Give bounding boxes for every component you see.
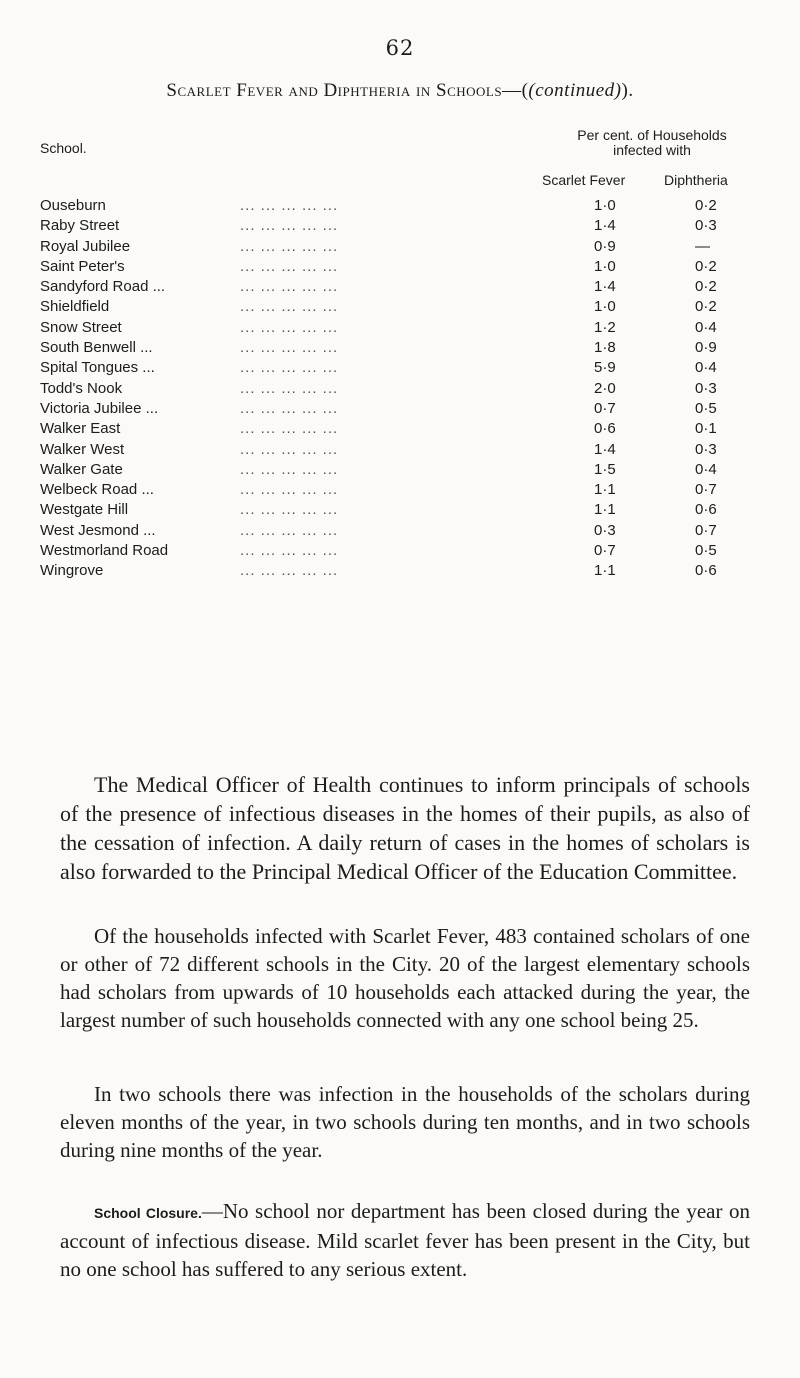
header-diphtheria: Diphtheria — [664, 172, 728, 188]
scarlet-fever-percent: 0·7 — [594, 399, 616, 417]
dot-leader: ... ... ... ... ... — [240, 257, 339, 275]
diphtheria-percent: 0·2 — [695, 298, 717, 316]
dot-leader: ... ... ... ... ... — [240, 278, 339, 296]
school-name: Westmorland Road — [40, 542, 169, 560]
scarlet-fever-percent: 1·8 — [594, 339, 616, 357]
diphtheria-percent: 0·4 — [695, 359, 717, 377]
school-closure-heading: School Closure. — [94, 1205, 202, 1221]
diphtheria-percent: — — [695, 237, 710, 255]
table-row — [40, 419, 760, 439]
dot-leader: ... ... ... ... ... — [240, 542, 339, 560]
diphtheria-percent: 0·2 — [695, 197, 717, 214]
table-row — [40, 196, 760, 216]
school-closure-body: —No school nor department has been closed during the year on account of infectious disease. Mild scarlet fever has been present in the City, but no one school has suffered to any serious extent. — [60, 1199, 750, 1281]
diphtheria-percent: 0·5 — [695, 542, 717, 560]
dot-leader: ... ... ... ... ... — [240, 420, 339, 438]
table-row — [40, 500, 760, 520]
paragraph-infection-months: In two schools there was infection in the households of the scholars during eleven months of the year, in two schools during ten months, and in two schools during nine months of the year. — [60, 1082, 750, 1162]
diphtheria-percent: 0·2 — [695, 278, 717, 296]
scarlet-fever-percent: 1·1 — [594, 562, 616, 580]
school-name: Spital Tongues ... — [40, 359, 155, 377]
scarlet-fever-percent: 1·0 — [594, 298, 616, 316]
page-title-main: Scarlet Fever and Diphtheria in Schools — [166, 80, 503, 101]
page-title-dash: — — [502, 80, 522, 101]
diphtheria-percent: 0·2 — [695, 257, 717, 275]
diphtheria-percent: 0·4 — [695, 318, 717, 336]
table-header — [40, 128, 760, 194]
dot-leader: ... ... ... ... ... — [240, 460, 339, 478]
page-title-suffix: (continued) — [528, 80, 622, 101]
diphtheria-percent: 0·6 — [695, 501, 717, 519]
dot-leader: ... ... ... ... ... — [240, 521, 339, 539]
dot-leader: ... ... ... ... ... — [240, 217, 339, 235]
school-name: West Jesmond ... — [40, 521, 156, 539]
header-group-line1: Per cent. of Households — [577, 127, 727, 143]
table-body — [40, 196, 760, 582]
paragraph-school-closure — [60, 1197, 750, 1283]
header-scarlet-fever: Scarlet Fever — [542, 172, 626, 188]
school-name: Shieldfield — [40, 298, 110, 316]
school-name: Sandyford Road ... — [40, 278, 166, 296]
dot-leader: ... ... ... ... ... — [240, 237, 339, 255]
school-name: Wingrove — [40, 562, 104, 580]
table-row — [40, 440, 760, 460]
school-name: Walker West — [40, 440, 125, 458]
dot-leader: ... ... ... ... ... — [240, 481, 339, 499]
diphtheria-percent: 0·5 — [695, 399, 717, 417]
diphtheria-percent: 0·3 — [695, 440, 717, 458]
dot-leader: ... ... ... ... ... — [240, 440, 339, 458]
table-row — [40, 561, 760, 581]
scarlet-fever-percent: 1·4 — [594, 278, 616, 296]
school-name: Ouseburn — [40, 197, 106, 214]
page-title: Scarlet Fever and Diphtheria in Schools—((continued)). — [166, 80, 634, 101]
diphtheria-percent: 0·3 — [695, 217, 717, 235]
scarlet-fever-percent: 1·4 — [594, 440, 616, 458]
scarlet-fever-percent: 0·6 — [594, 420, 616, 438]
scarlet-fever-percent: 1·2 — [594, 318, 616, 336]
school-name: Saint Peter's — [40, 257, 125, 275]
school-name: Todd's Nook — [40, 379, 123, 397]
dot-leader: ... ... ... ... ... — [240, 501, 339, 519]
school-name: Walker Gate — [40, 460, 123, 478]
table-row — [40, 338, 760, 358]
paragraph-medical-officer: The Medical Officer of Health continues to inform principals of schools of the presence of infectious diseases in the homes of their pupils, as also of the cessation of infection. A daily return of cases in the homes of scholars is also forwarded to the Principal Medical Officer of the Education Committee. — [60, 772, 750, 884]
table-row — [40, 358, 760, 378]
header-group-line2: infected with — [613, 142, 691, 158]
scarlet-fever-percent: 0·7 — [594, 542, 616, 560]
dot-leader: ... ... ... ... ... — [240, 562, 339, 580]
page-number: 62 — [385, 36, 415, 60]
scarlet-fever-percent: 1·1 — [594, 481, 616, 499]
table-row — [40, 480, 760, 500]
diphtheria-percent: 0·7 — [695, 481, 717, 499]
table-row — [40, 460, 760, 480]
scarlet-fever-percent: 1·1 — [594, 501, 616, 519]
table-row — [40, 379, 760, 399]
school-name: Royal Jubilee — [40, 237, 131, 255]
school-name: Raby Street — [40, 217, 120, 235]
school-name: Welbeck Road ... — [40, 481, 154, 499]
diphtheria-percent: 0·3 — [695, 379, 717, 397]
page-title-end: . — [628, 80, 634, 101]
header-school: School. — [40, 140, 87, 156]
table-row — [40, 541, 760, 561]
table-row — [40, 216, 760, 236]
dot-leader: ... ... ... ... ... — [240, 379, 339, 397]
scarlet-fever-percent: 1·5 — [594, 460, 616, 478]
dot-leader: ... ... ... ... ... — [240, 399, 339, 417]
school-name: Victoria Jubilee ... — [40, 399, 159, 417]
table-row — [40, 277, 760, 297]
school-name: Snow Street — [40, 318, 122, 336]
table-row — [40, 297, 760, 317]
diphtheria-percent: 0·4 — [695, 460, 717, 478]
school-name: Walker East — [40, 420, 121, 438]
scarlet-fever-percent: 5·9 — [594, 359, 616, 377]
diphtheria-percent: 0·7 — [695, 521, 717, 539]
scarlet-fever-percent: 1·4 — [594, 217, 616, 235]
table-row — [40, 521, 760, 541]
scarlet-fever-percent: 0·9 — [594, 237, 616, 255]
table-row — [40, 318, 760, 338]
diphtheria-percent: 0·6 — [695, 562, 717, 580]
dot-leader: ... ... ... ... ... — [240, 339, 339, 357]
dot-leader: ... ... ... ... ... — [240, 298, 339, 316]
paragraph-households-infected: Of the households infected with Scarlet Fever, 483 contained scholars of one or other of 72 different schools in the City. 20 of the largest elementary schools had scholars from upwards of 10 households each attacked during the year, the largest number of such households connected with any one school being 25. — [60, 924, 750, 1032]
dot-leader: ... ... ... ... ... — [240, 318, 339, 336]
scarlet-fever-percent: 2·0 — [594, 379, 616, 397]
diphtheria-percent: 0·9 — [695, 339, 717, 357]
dot-leader: ... ... ... ... ... — [240, 197, 339, 214]
table-row — [40, 257, 760, 277]
table-row — [40, 237, 760, 257]
diphtheria-percent: 0·1 — [695, 420, 717, 438]
table-row — [40, 399, 760, 419]
scarlet-fever-percent: 1·0 — [594, 197, 616, 214]
school-name: Westgate Hill — [40, 501, 129, 519]
scarlet-fever-percent: 0·3 — [594, 521, 616, 539]
dot-leader: ... ... ... ... ... — [240, 359, 339, 377]
scarlet-fever-percent: 1·0 — [594, 257, 616, 275]
school-name: South Benwell ... — [40, 339, 153, 357]
header-group — [545, 128, 759, 158]
